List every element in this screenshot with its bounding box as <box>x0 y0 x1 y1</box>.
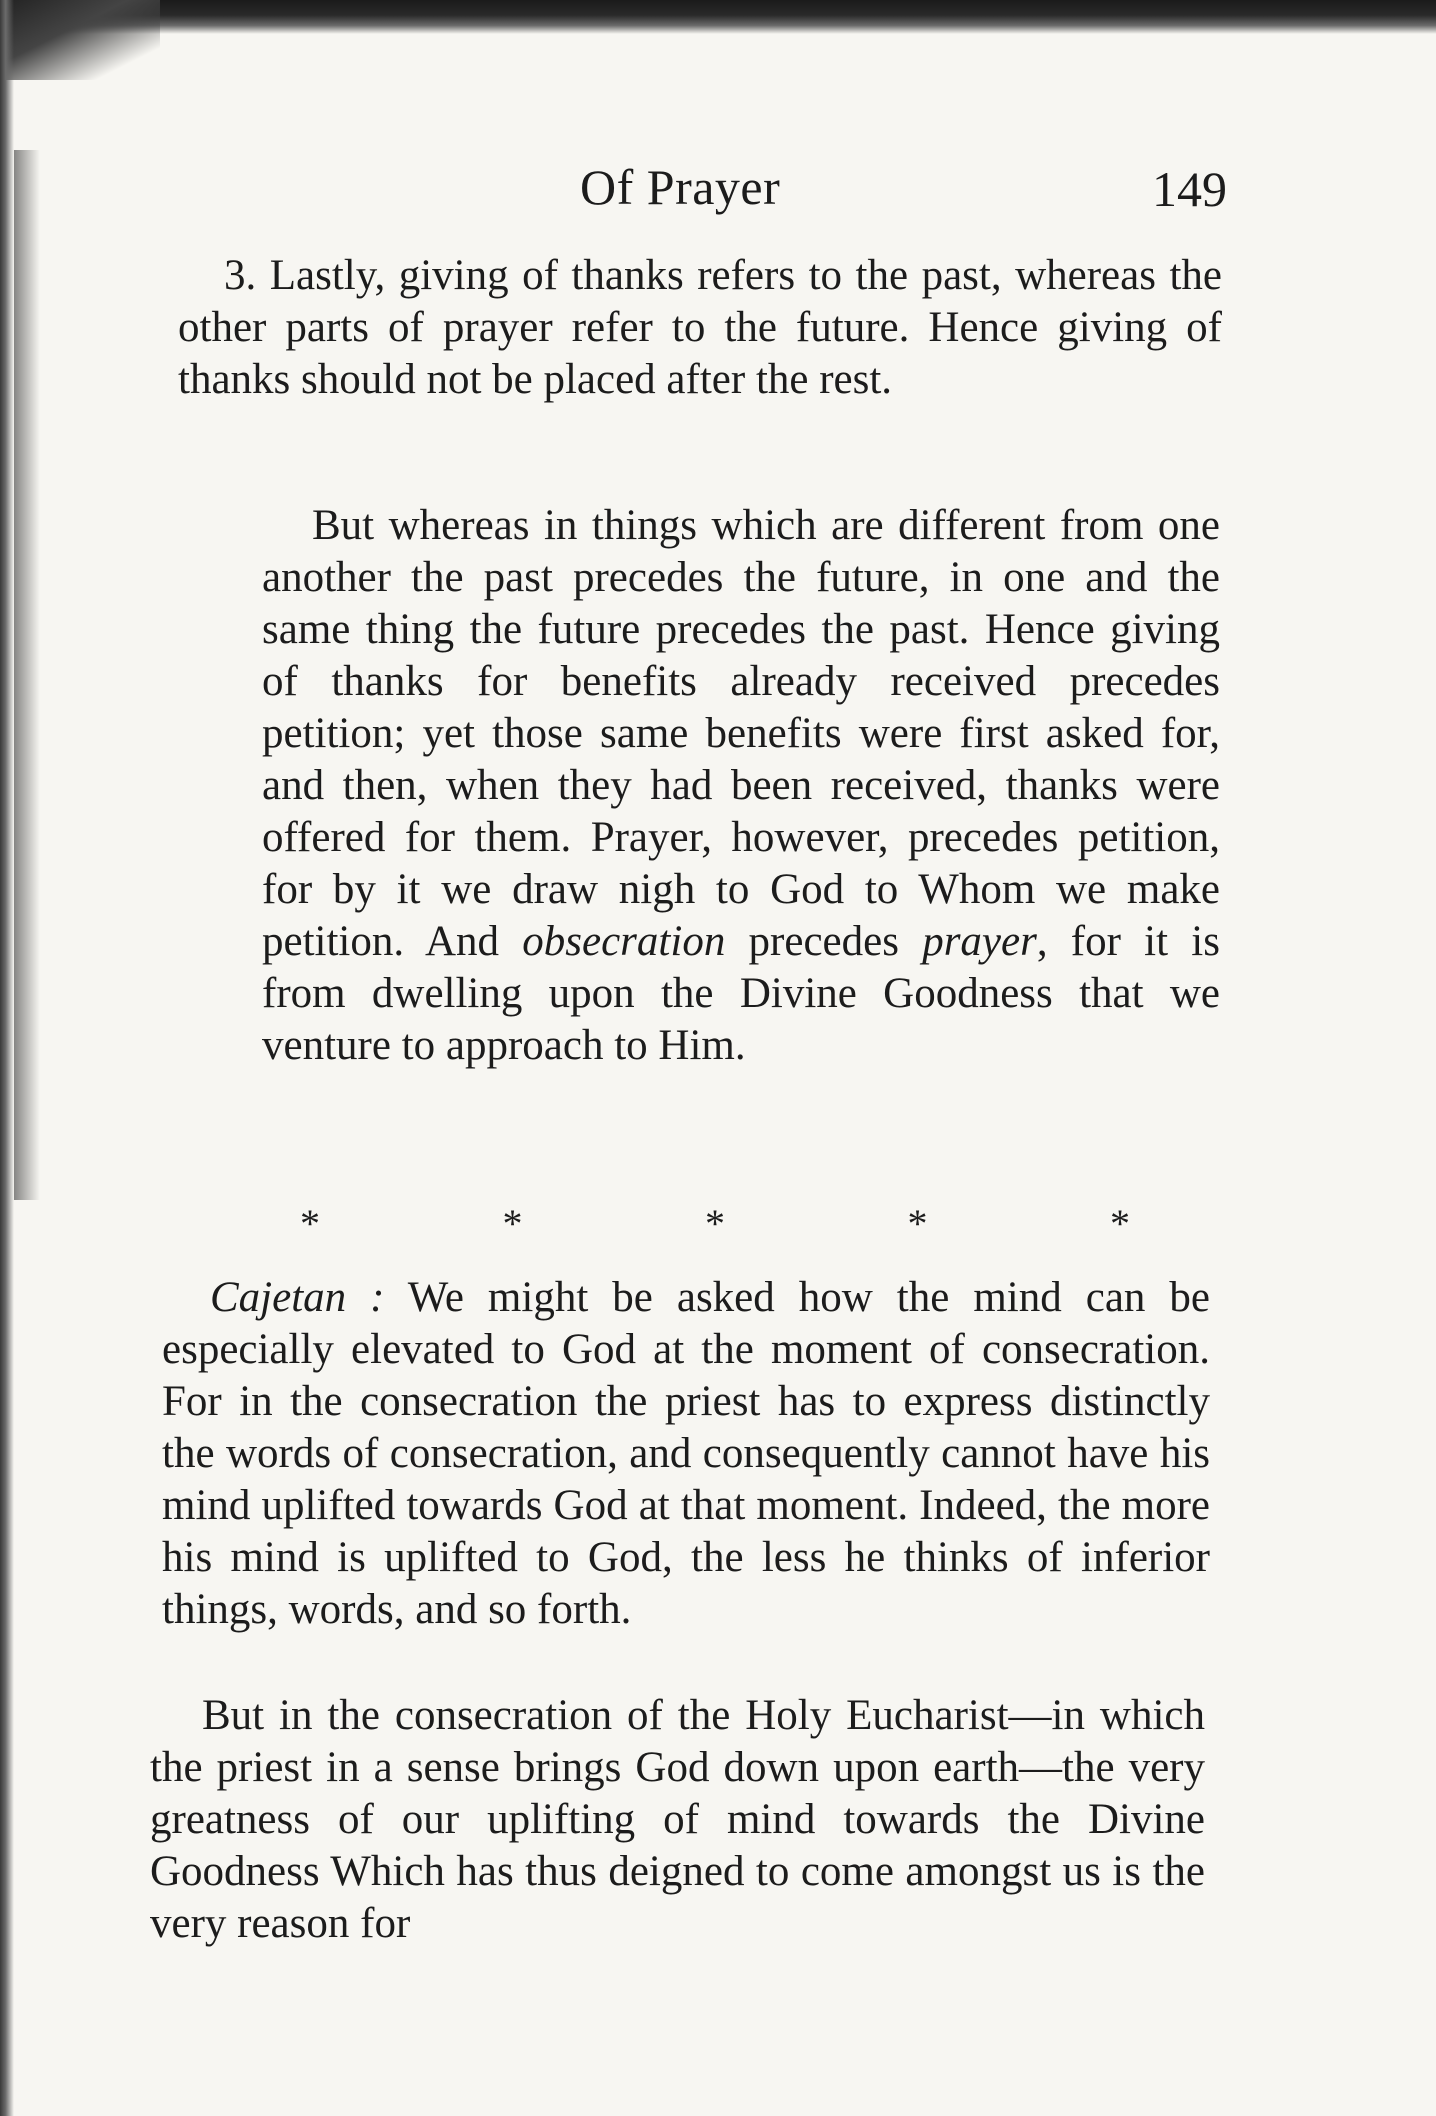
page-top-edge-shadow <box>0 0 1436 34</box>
paragraph-2 <box>262 500 1220 1072</box>
term-prayer: prayer <box>922 918 1037 965</box>
section-separator <box>300 1200 1130 1247</box>
running-title: Of Prayer <box>580 159 781 215</box>
paragraph-2-text <box>262 500 1220 1072</box>
page-left-edge-shadow <box>0 0 14 2116</box>
paragraph-4-text: But in the consecration of the Holy Eucharist—in which the priest in a sense brings God down upon earth—the very greatness of our uplifting of mind towards the Divine Goodness Which has thus deigned to come amongst us is the very reason for <box>150 1692 1205 1947</box>
paragraph-1-text: 3. Lastly, giving of thanks refers to the past, whereas the other parts of prayer refer to the future. Hence giving of thanks should not be placed after the rest. <box>178 252 1222 403</box>
separator-star: * <box>502 1201 523 1246</box>
page-corner-shadow <box>0 0 160 80</box>
paragraph-3-body: We might be asked how the mind can be especially elevated to God at the moment of consecration. For in the consecration the priest has to express distinctly the words of consecration, and consequently cannot have his mind uplifted towards God at that moment. Indeed, the more his mind is uplifted to God, the less he thinks of inferior things, words, and so forth. <box>162 1274 1210 1633</box>
term-obsecration: obsecration <box>522 918 726 965</box>
paragraph-4 <box>150 1690 1205 1950</box>
separator-star: * <box>1110 1201 1130 1246</box>
page-number: 149 <box>1152 161 1227 217</box>
paragraph-2-text-before: But whereas in things which are different from one another the past precedes the future, in one and the same thing the future precedes the past. Hence giving of thanks for benefits already received precedes petition; yet those same benefits were first asked for, and then, when they had been received, thanks were offered for them. Prayer, however, precedes petition, for by it we draw nigh to God to Whom we make petition. And <box>262 502 1220 965</box>
separator-star: * <box>300 1201 320 1246</box>
speaker-cajetan: Cajetan : <box>210 1274 385 1321</box>
paragraph-1 <box>178 250 1222 406</box>
separator-star: * <box>705 1201 725 1246</box>
paragraph-3-text <box>162 1272 1210 1636</box>
paragraph-2-text-after: , for it is from dwelling upon the Divine Goodness that we venture to approach to Him. <box>262 918 1220 1069</box>
binding-shadow <box>14 150 40 1200</box>
page-header <box>0 158 1436 218</box>
paragraph-2-text-middle: precedes <box>725 918 923 965</box>
separator-star: * <box>907 1201 928 1246</box>
paragraph-3 <box>162 1272 1210 1636</box>
